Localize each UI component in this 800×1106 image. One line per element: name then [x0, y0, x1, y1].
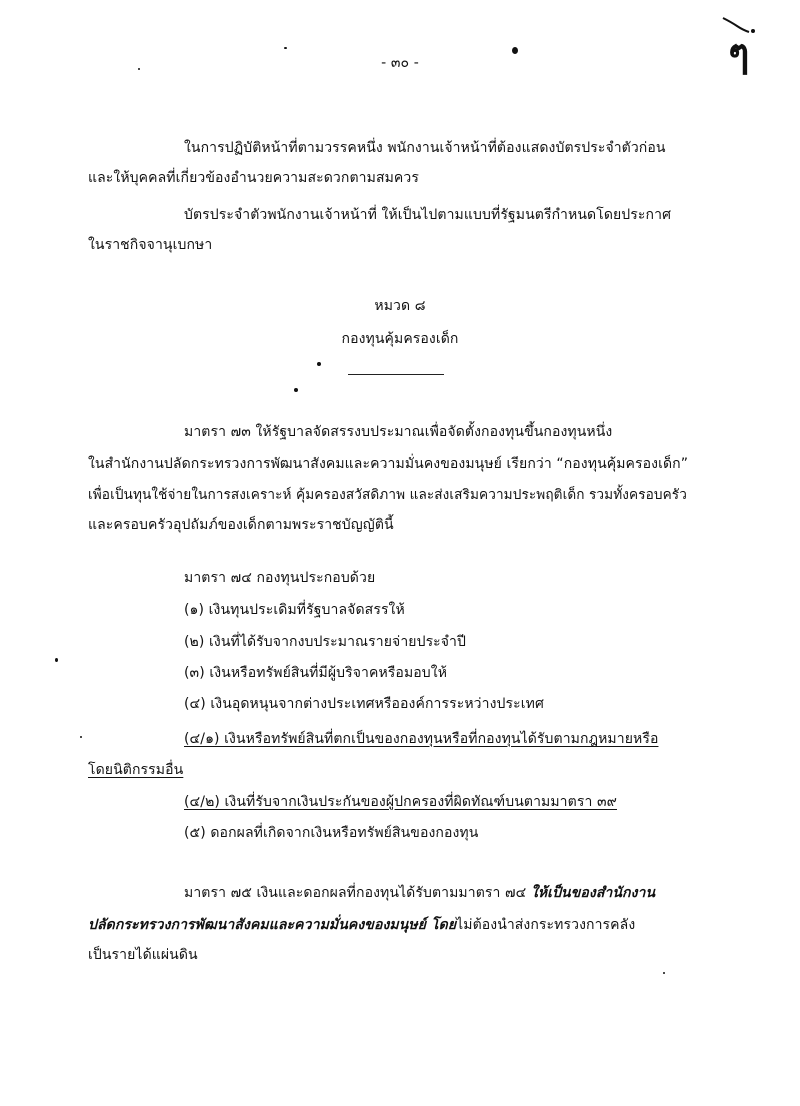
scan-speck [663, 972, 665, 974]
amended-list-item: (๔/๑) เงินหรือทรัพย์สินที่ตกเป็นของกองทุนหรือที่กองทุนได้รับตามกฎหมายหรือ [184, 731, 659, 747]
scan-speck [284, 47, 287, 49]
section-75-text: มาตรา ๗๕ เงินและดอกผลที่กองทุนได้รับตามมาตรา ๗๔ [184, 885, 531, 901]
amended-list-item: (๔/๒) เงินที่รับจากเงินประกันของผู้ปกครองที่ผิดทัณฑ์บนตามมาตรา ๓๙ [184, 794, 617, 810]
section-73-line: และครอบครัวอุปถัมภ์ของเด็กตามพระราชบัญญัตินี้ [88, 517, 394, 533]
section-75-line [184, 883, 655, 903]
list-item: (๑) เงินทุนประเดิมที่รัฐบาลจัดสรรให้ [184, 602, 405, 618]
list-item: (๓) เงินหรือทรัพย์สินที่มีผู้บริจาคหรือมอบให้ [184, 665, 448, 681]
section-75-line [88, 915, 635, 935]
paragraph-line: ในราชกิจจานุเบกษา [88, 237, 213, 253]
section-74-heading: มาตรา ๗๔ กองทุนประกอบด้วย [184, 570, 376, 586]
section-75-text: ไม่ต้องนำส่งกระทรวงการคลัง [456, 917, 636, 933]
section-75-amended-text: ปลัดกระทรวงการพัฒนาสังคมและความมั่นคงของมนุษย์ โดย [88, 917, 457, 933]
section-73-line: มาตรา ๗๓ ให้รัฐบาลจัดสรรงบประมาณเพื่อจัดตั้งกองทุนขึ้นกองทุนหนึ่ง [184, 424, 613, 440]
page-number: - ๓๐ - [381, 55, 419, 71]
list-item: (๒) เงินที่ได้รับจากงบประมาณรายจ่ายประจำปี [184, 634, 466, 650]
list-item: (๔) เงินอุดหนุนจากต่างประเทศหรือองค์การระหว่างประเทศ [184, 696, 544, 712]
chapter-title: กองทุนคุ้มครองเด็ก [341, 331, 459, 347]
section-73-line: ในสำนักงานปลัดกระทรวงการพัฒนาสังคมและความมั่นคงของมนุษย์ เรียกว่า “กองทุนคุ้มครองเด็ก” [88, 456, 689, 472]
amended-list-item-continued: โดยนิติกรรมอื่น [88, 762, 184, 778]
chapter-number: หมวด ๘ [374, 298, 426, 314]
scan-speck [317, 362, 321, 366]
scan-speck [55, 658, 58, 662]
scan-speck [294, 388, 298, 392]
page-corner-mark: ๆ [728, 30, 750, 77]
section-75-line: เป็นรายได้แผ่นดิน [88, 947, 198, 963]
paragraph-line: และให้บุคคลที่เกี่ยวข้องอำนวยความสะดวกตามสมควร [88, 170, 419, 186]
paragraph-line: บัตรประจำตัวพนักงานเจ้าหน้าที่ ให้เป็นไปตามแบบที่รัฐมนตรีกำหนดโดยประกาศ [184, 207, 672, 223]
scan-speck [80, 736, 82, 738]
section-73-line: เพื่อเป็นทุนใช้จ่ายในการสงเคราะห์ คุ้มครองสวัสดิภาพ และส่งเสริมความประพฤติเด็ก รวมทั้งครอบครัว [88, 487, 687, 503]
chapter-divider [348, 374, 444, 375]
paragraph-line: ในการปฏิบัติหน้าที่ตามวรรคหนึ่ง พนักงานเจ้าหน้าที่ต้องแสดงบัตรประจำตัวก่อน [184, 140, 666, 156]
list-item: (๕) ดอกผลที่เกิดจากเงินหรือทรัพย์สินของกองทุน [184, 825, 479, 841]
section-75-amended-text: ให้เป็นของสำนักงาน [530, 885, 656, 901]
